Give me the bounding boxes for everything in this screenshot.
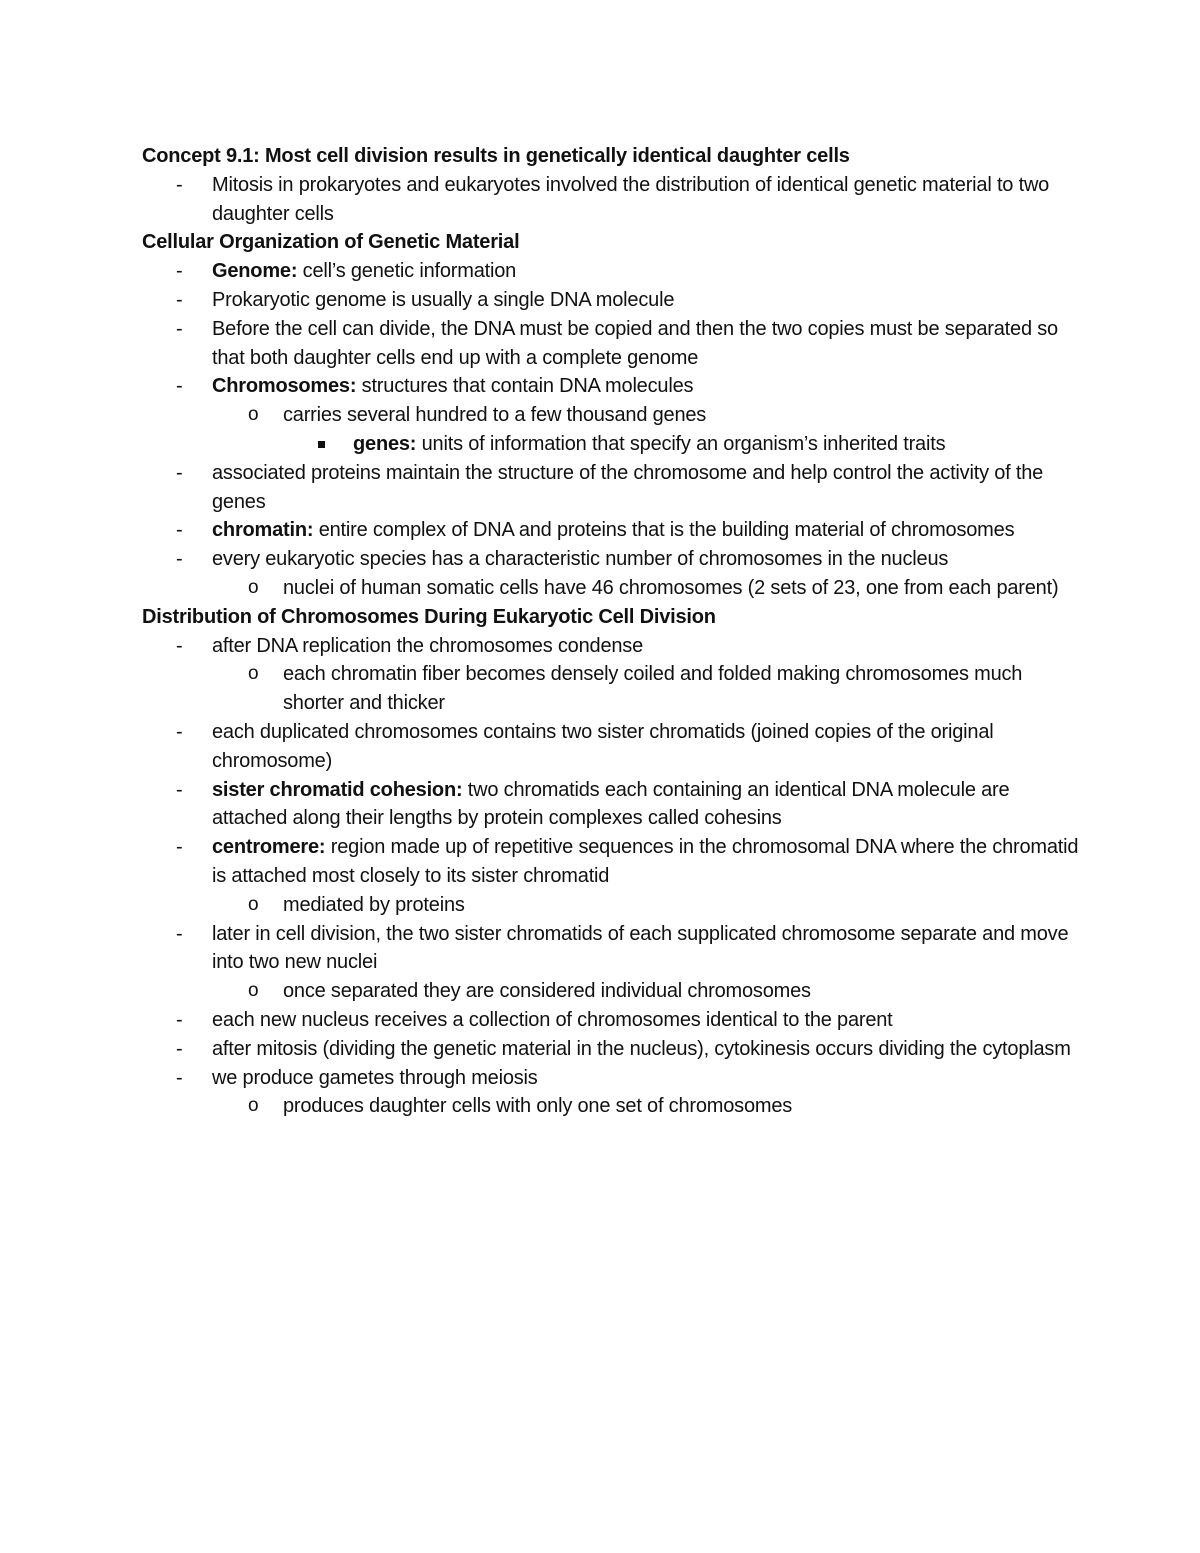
dash-bullet: -: [176, 260, 183, 283]
bullet-text: mediated by proteins: [283, 893, 465, 916]
bullet-text: every eukaryotic species has a characteristic number of chromosomes in the nucleus: [212, 548, 949, 571]
bullet-item: [142, 833, 1082, 891]
bullet-text: after mitosis (dividing the genetic material in the nucleus), cytokinesis occurs dividing the cytoplasm: [212, 1037, 1071, 1060]
sub-bullet-item: [142, 401, 1082, 430]
bullet-item: [142, 920, 1082, 978]
bullet-text: each new nucleus receives a collection of chromosomes identical to the parent: [212, 1008, 893, 1031]
circle-bullet: o: [248, 893, 259, 915]
dash-bullet: -: [176, 1037, 183, 1060]
bullet-text: later in cell division, the two sister chromatids of each supplicated chromosome separate and move into two new nuclei: [212, 922, 1069, 974]
dash-bullet: -: [176, 375, 183, 398]
sub-bullet-item: [142, 977, 1082, 1006]
dash-bullet: -: [176, 317, 183, 340]
bullet-text: once separated they are considered individual chromosomes: [283, 980, 811, 1003]
sub-bullet-item: [142, 1092, 1082, 1121]
bullet-item: [142, 171, 1082, 229]
sub-bullet-item: [142, 574, 1082, 603]
square-bullet-icon: [318, 441, 325, 448]
dash-bullet: -: [176, 288, 183, 311]
bullet-text: entire complex of DNA and proteins that is the building material of chromosomes: [313, 519, 1015, 542]
bullet-item: [142, 516, 1082, 545]
circle-bullet: o: [248, 1095, 259, 1117]
section-heading: Concept 9.1: Most cell division results in genetically identical daughter cells: [142, 145, 850, 167]
bullet-item: [142, 545, 1082, 574]
bullet-text: after DNA replication the chromosomes condense: [212, 634, 644, 657]
bullet-text: produces daughter cells with only one set of chromosomes: [283, 1095, 793, 1118]
dash-bullet: -: [176, 922, 183, 945]
bullet-item: [142, 1035, 1082, 1064]
dash-bullet: -: [176, 461, 183, 484]
bullet-term: genes:: [353, 432, 417, 455]
bullet-term: Chromosomes:: [212, 375, 357, 398]
bullet-term: sister chromatid cohesion:: [212, 778, 463, 801]
bullet-item: [142, 459, 1082, 517]
dash-bullet: -: [176, 634, 183, 657]
bullet-text: two chromatids each containing an identical DNA molecule are attached along their lengths by protein complexes called cohesins: [212, 778, 1010, 830]
bullet-item: [142, 776, 1082, 834]
bullet-item: [142, 632, 1082, 661]
dash-bullet: -: [176, 778, 183, 801]
sub-sub-bullet-item: [142, 430, 1082, 459]
section-heading: Distribution of Chromosomes During Eukaryotic Cell Division: [142, 605, 716, 628]
bullet-text: structures that contain DNA molecules: [356, 375, 694, 398]
bullet-text: we produce gametes through meiosis: [212, 1066, 538, 1089]
dash-bullet: -: [176, 548, 183, 571]
dash-bullet: -: [176, 1066, 183, 1089]
dash-bullet: -: [176, 720, 183, 743]
dash-bullet: -: [176, 519, 183, 542]
bullet-text: region made up of repetitive sequences in the chromosomal DNA where the chromatid is attached most closely to its sister chromatid: [212, 836, 1079, 887]
bullet-text: Before the cell can divide, the DNA must be copied and then the two copies must be separated so that both daughter cells end up with a complete genome: [212, 317, 1058, 369]
bullet-text: each duplicated chromosomes contains two sister chromatids (joined copies of the original chromosome): [212, 720, 994, 772]
bullet-item: [142, 315, 1082, 373]
bullet-item: [142, 372, 1082, 401]
circle-bullet: o: [248, 404, 259, 426]
bullet-text: Mitosis in prokaryotes and eukaryotes involved the distribution of identical genetic material to two daughter cells: [212, 173, 1050, 225]
bullet-item: [142, 257, 1082, 286]
dash-bullet: -: [176, 173, 183, 196]
bullet-term: chromatin:: [212, 519, 314, 542]
bullet-term: centromere:: [212, 836, 326, 859]
circle-bullet: o: [248, 980, 259, 1002]
bullet-text: carries several hundred to a few thousand genes: [283, 404, 707, 427]
sub-bullet-item: [142, 891, 1082, 920]
circle-bullet: o: [248, 663, 259, 685]
bullet-item: [142, 286, 1082, 315]
bullet-item: [142, 1006, 1082, 1035]
bullet-text: each chromatin fiber becomes densely coiled and folded making chromosomes much shorter and thicker: [283, 663, 1023, 715]
bullet-text: units of information that specify an organism’s inherited traits: [416, 432, 946, 455]
dash-bullet: -: [176, 836, 183, 859]
circle-bullet: o: [248, 576, 259, 598]
section-heading: Cellular Organization of Genetic Material: [142, 231, 520, 254]
bullet-item: [142, 1064, 1082, 1093]
notes-body: [142, 142, 1082, 1121]
bullet-text: associated proteins maintain the structure of the chromosome and help control the activity of the genes: [212, 461, 1044, 513]
dash-bullet: -: [176, 1008, 183, 1031]
sub-bullet-item: [142, 660, 1082, 718]
bullet-text: nuclei of human somatic cells have 46 chromosomes (2 sets of 23, one from each parent): [283, 576, 1059, 599]
bullet-item: [142, 718, 1082, 776]
bullet-text: cell’s genetic information: [297, 260, 517, 283]
bullet-term: Genome:: [212, 260, 298, 283]
bullet-text: Prokaryotic genome is usually a single DNA molecule: [212, 288, 675, 311]
